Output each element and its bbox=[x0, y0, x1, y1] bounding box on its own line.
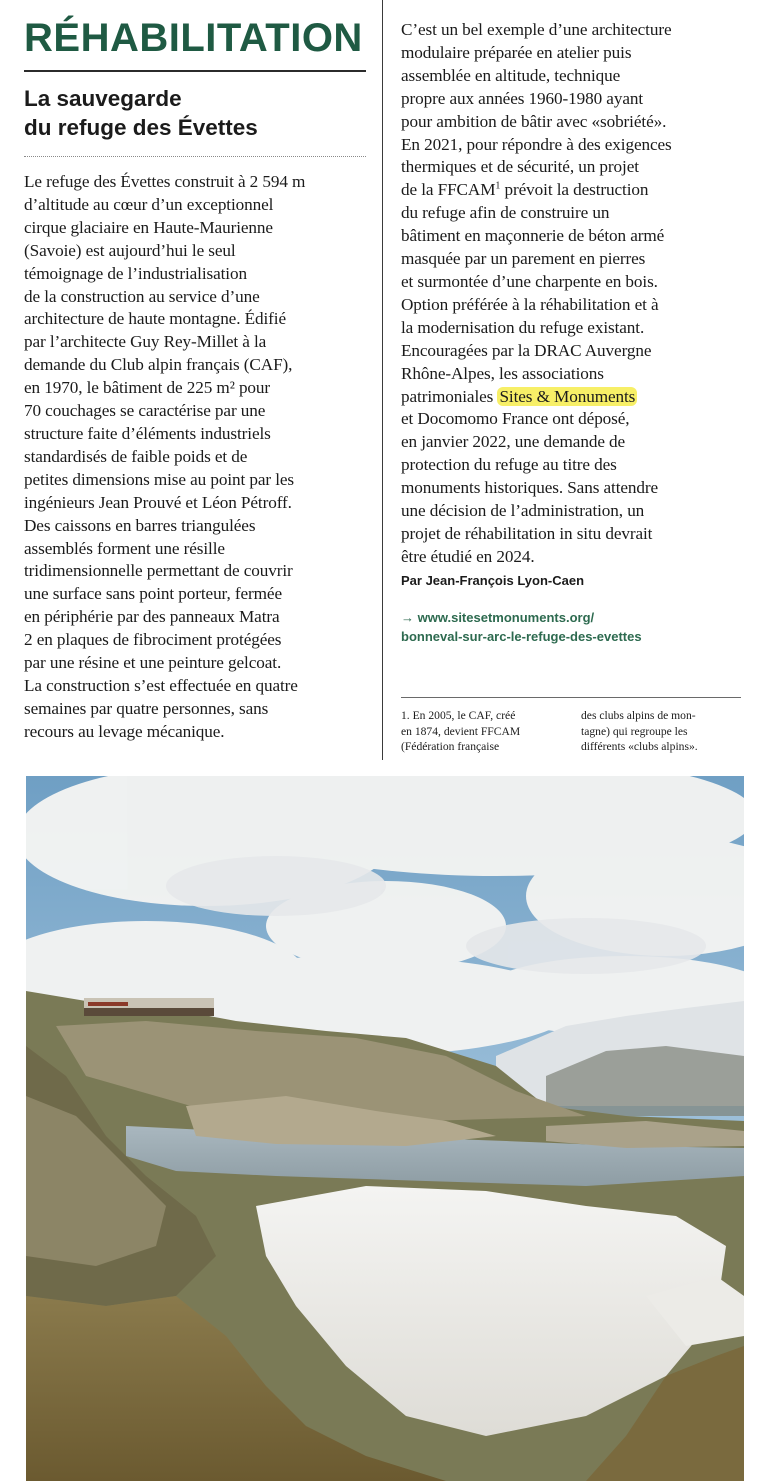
column-divider bbox=[382, 0, 383, 760]
refuge-landscape-photo bbox=[26, 776, 744, 1481]
text-line: En 2021, pour répondre à des exigences bbox=[401, 134, 672, 154]
text-line: recours au levage mécanique. bbox=[24, 721, 225, 741]
text-line: masquée par un parement en pierres bbox=[401, 249, 646, 269]
text-line: ingénieurs Jean Prouvé et Léon Pétroff. bbox=[24, 492, 292, 512]
text-line: standardisés de faible poids et de bbox=[24, 446, 248, 466]
website-link[interactable] bbox=[401, 608, 741, 646]
refuge-building bbox=[84, 998, 214, 1016]
text-line: d’altitude au cœur d’un exceptionnel bbox=[24, 194, 274, 214]
text-line: Des caissons en barres triangulées bbox=[24, 515, 256, 535]
text-line: architecture de haute montagne. Édifié bbox=[24, 309, 287, 329]
text-line: du refuge afin de construire un bbox=[401, 203, 610, 223]
text-line: 70 couchages se caractérise par une bbox=[24, 401, 266, 421]
text-line-ffcam bbox=[401, 179, 741, 202]
text-line: La construction s’est effectuée en quatre bbox=[24, 675, 298, 695]
text-line: bâtiment en maçonnerie de béton armé bbox=[401, 226, 665, 246]
text-line: Option préférée à la réhabilitation et à bbox=[401, 294, 659, 314]
footnote-line: 1. En 2005, le CAF, créé bbox=[401, 709, 516, 722]
text-line: propre aux années 1960-1980 ayant bbox=[401, 88, 644, 108]
text-line: et surmontée d’une charpente en bois. bbox=[401, 271, 658, 291]
text-line: petites dimensions mise au point par les bbox=[24, 469, 295, 489]
text-line: monuments historiques. Sans attendre bbox=[401, 478, 659, 498]
text-line: assemblés forment une résille bbox=[24, 538, 225, 558]
article-title-line: du refuge des Évettes bbox=[24, 115, 258, 140]
text-line: structure faite d’éléments industriels bbox=[24, 423, 271, 443]
text-fragment: de la FFCAM bbox=[401, 180, 496, 200]
section-title: RÉHABILITATION bbox=[24, 16, 363, 60]
article-title bbox=[24, 84, 364, 142]
highlighted-text: Sites & Monuments bbox=[499, 386, 636, 406]
text-line: projet de réhabilitation in situ devrait bbox=[401, 523, 653, 543]
text-line: Encouragées par la DRAC Auvergne bbox=[401, 340, 652, 360]
text-line: de la construction au service d’une bbox=[24, 286, 260, 306]
link-line: bonneval-sur-arc-le-refuge-des-evettes bbox=[401, 629, 642, 644]
landscape-image bbox=[26, 776, 744, 1481]
text-line: modulaire préparée en atelier puis bbox=[401, 42, 632, 62]
footnote-line: des clubs alpins de mon- bbox=[581, 709, 696, 722]
footnote-column-right bbox=[581, 708, 741, 755]
text-line: 2 en plaques de fibrociment protégées bbox=[24, 630, 282, 650]
text-line: (Savoie) est aujourd’hui le seul bbox=[24, 240, 236, 260]
text-line: tridimensionnelle permettant de couvrir bbox=[24, 561, 293, 581]
link-line bbox=[401, 608, 741, 627]
article-title-line: La sauvegarde bbox=[24, 86, 182, 111]
text-line: thermiques et de sécurité, un projet bbox=[401, 157, 639, 177]
text-line: en janvier 2022, une demande de bbox=[401, 432, 626, 452]
article-body-right bbox=[401, 19, 741, 569]
dotted-divider bbox=[24, 156, 366, 157]
text-line: Le refuge des Évettes construit à 2 594 m bbox=[24, 172, 306, 191]
footnote-line: tagne) qui regroupe les bbox=[581, 724, 688, 738]
text-line: C’est un bel exemple d’une architecture bbox=[401, 20, 672, 39]
text-line: pour ambition de bâtir avec «sobriété». bbox=[401, 111, 667, 131]
text-line: être étudié en 2024. bbox=[401, 546, 535, 566]
text-line: demande du Club alpin français (CAF), bbox=[24, 355, 293, 375]
text-line-highlight bbox=[401, 386, 741, 409]
footnote-line: différents «clubs alpins». bbox=[581, 740, 698, 753]
footnote-marker: 1 bbox=[495, 180, 501, 192]
text-line: et Docomomo France ont déposé, bbox=[401, 409, 630, 429]
text-fragment: patrimoniales bbox=[401, 386, 498, 406]
footnote-column-left bbox=[401, 708, 561, 755]
text-line: en périphérie par des panneaux Matra bbox=[24, 607, 280, 627]
footnote-line: (Fédération française bbox=[401, 740, 500, 753]
footnote-line: en 1874, devient FFCAM bbox=[401, 724, 521, 738]
text-fragment: prévoit la destruction bbox=[500, 180, 649, 200]
arrow-icon: → bbox=[401, 610, 414, 625]
text-line: la modernisation du refuge existant. bbox=[401, 317, 645, 337]
text-line: assemblée en altitude, technique bbox=[401, 65, 621, 85]
text-line: cirque glaciaire en Haute-Maurienne bbox=[24, 217, 273, 237]
text-line: témoignage de l’industrialisation bbox=[24, 263, 247, 283]
text-line: Rhône-Alpes, les associations bbox=[401, 363, 604, 383]
title-divider bbox=[24, 70, 366, 72]
text-line: par une résine et une peinture gelcoat. bbox=[24, 653, 282, 673]
text-line: une surface sans point porteur, fermée bbox=[24, 584, 282, 604]
text-line: protection du refuge au titre des bbox=[401, 455, 617, 475]
byline: Par Jean-François Lyon-Caen bbox=[401, 573, 585, 588]
text-line: semaines par quatre personnes, sans bbox=[24, 698, 269, 718]
text-line: une décision de l’administration, un bbox=[401, 501, 645, 521]
text-line: en 1970, le bâtiment de 225 m² pour bbox=[24, 378, 271, 398]
footnote-divider bbox=[401, 697, 741, 698]
text-line: par l’architecte Guy Rey-Millet à la bbox=[24, 332, 267, 352]
link-text: www.sitesetmonuments.org/ bbox=[417, 610, 595, 625]
article-body-left bbox=[24, 171, 369, 744]
